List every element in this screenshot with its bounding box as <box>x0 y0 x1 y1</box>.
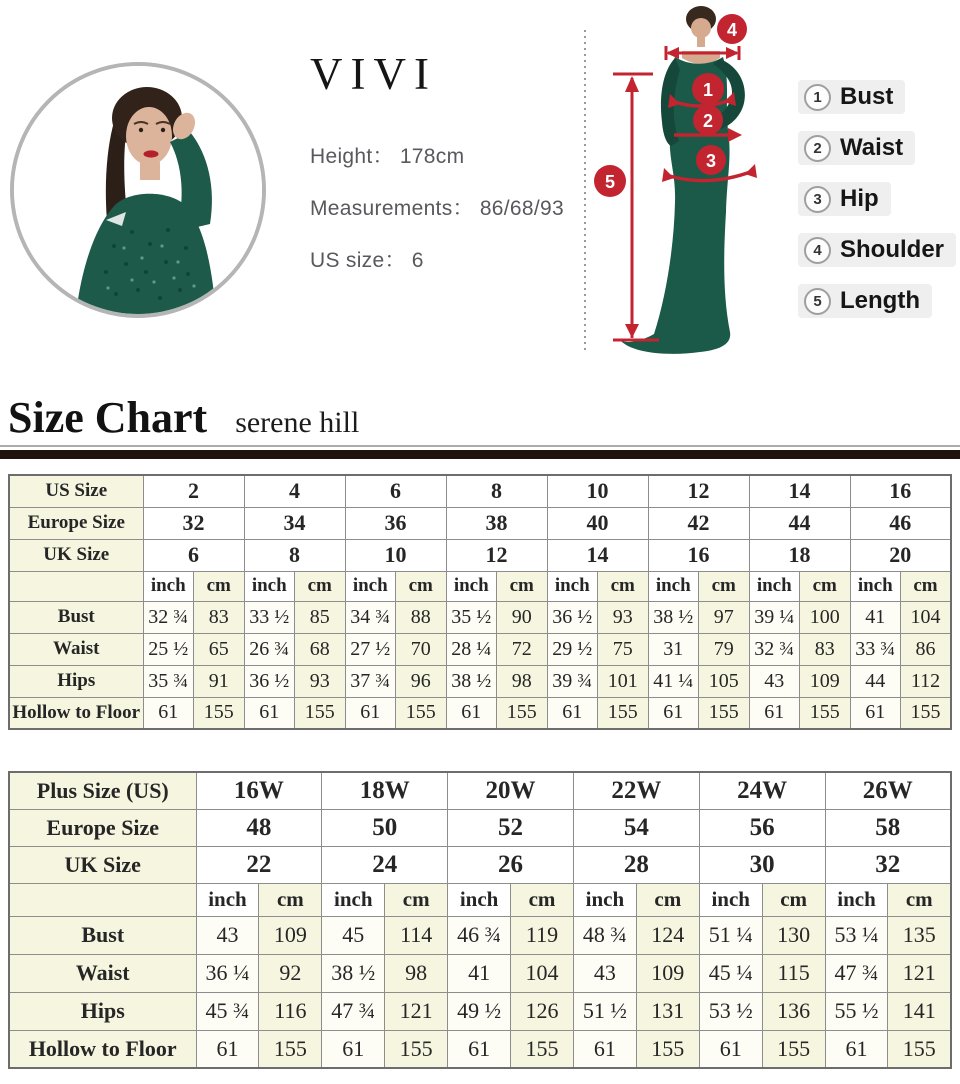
size-chart-title: Size Chart <box>8 393 208 442</box>
inch-value-cell: 51 ¼ <box>699 916 762 954</box>
legend-label: Waist <box>840 134 904 161</box>
size-value-cell: 30 <box>699 846 825 883</box>
measure-row-label: Waist <box>9 633 143 665</box>
unit-cm-cell: cm <box>800 571 851 601</box>
inch-value-cell: 61 <box>573 1030 636 1068</box>
model-illustration <box>14 66 262 314</box>
cm-value-cell: 116 <box>259 992 322 1030</box>
cm-value-cell: 98 <box>385 954 448 992</box>
inch-value-cell: 47 ¾ <box>322 992 385 1030</box>
cm-value-cell: 155 <box>598 697 649 729</box>
size-row-label: Plus Size (US) <box>9 772 196 809</box>
marker-number-waist: 2 <box>702 111 714 131</box>
unit-row-label <box>9 883 196 916</box>
size-value-cell: 58 <box>825 809 951 846</box>
top-section <box>0 0 960 386</box>
size-value-cell: 6 <box>143 539 244 571</box>
cm-value-cell: 109 <box>800 665 851 697</box>
us-size-value: 6 <box>411 249 424 272</box>
legend-item-waist <box>798 131 915 165</box>
size-value-cell: 16W <box>196 772 322 809</box>
unit-cm-cell: cm <box>396 571 447 601</box>
size-chart-heading <box>8 392 960 443</box>
size-value-cell: 20W <box>448 772 574 809</box>
inch-value-cell: 45 ¾ <box>196 992 259 1030</box>
measure-row-label: Hips <box>9 665 143 697</box>
measure-row-label: Hollow to Floor <box>9 697 143 729</box>
cm-value-cell: 155 <box>699 697 750 729</box>
size-value-cell: 46 <box>850 507 951 539</box>
size-value-cell: 24W <box>699 772 825 809</box>
inch-value-cell: 39 ¾ <box>547 665 598 697</box>
inch-value-cell: 47 ¾ <box>825 954 888 992</box>
measure-row-label: Hips <box>9 992 196 1030</box>
unit-inch-cell: inch <box>322 883 385 916</box>
inch-value-cell: 61 <box>345 697 396 729</box>
marker-number-shoulder: 4 <box>726 20 738 40</box>
size-value-cell: 24 <box>322 846 448 883</box>
marker-number-length: 5 <box>604 172 616 192</box>
cm-value-cell: 90 <box>497 601 548 633</box>
cm-value-cell: 105 <box>699 665 750 697</box>
inch-value-cell: 38 ½ <box>322 954 385 992</box>
inch-value-cell: 32 ¾ <box>143 601 194 633</box>
unit-row-label <box>9 571 143 601</box>
cm-value-cell: 93 <box>598 601 649 633</box>
inch-value-cell: 38 ½ <box>648 601 699 633</box>
cm-value-cell: 98 <box>497 665 548 697</box>
inch-value-cell: 45 <box>322 916 385 954</box>
inch-value-cell: 61 <box>699 1030 762 1068</box>
brand-subtitle: serene hill <box>235 406 360 439</box>
inch-value-cell: 61 <box>448 1030 511 1068</box>
cm-value-cell: 97 <box>699 601 750 633</box>
cm-value-cell: 72 <box>497 633 548 665</box>
inch-value-cell: 61 <box>547 697 598 729</box>
inch-value-cell: 61 <box>143 697 194 729</box>
inch-value-cell: 49 ½ <box>448 992 511 1030</box>
size-value-cell: 26 <box>448 846 574 883</box>
size-value-cell: 48 <box>196 809 322 846</box>
cm-value-cell: 155 <box>194 697 245 729</box>
colon: ： <box>372 145 394 168</box>
inch-value-cell: 46 ¾ <box>448 916 511 954</box>
size-value-cell: 26W <box>825 772 951 809</box>
cm-value-cell: 135 <box>888 916 951 954</box>
inch-value-cell: 61 <box>196 1030 259 1068</box>
inch-value-cell: 33 ½ <box>244 601 295 633</box>
unit-inch-cell: inch <box>196 883 259 916</box>
size-value-cell: 18 <box>749 539 850 571</box>
cm-value-cell: 155 <box>800 697 851 729</box>
inch-value-cell: 41 <box>850 601 901 633</box>
standard-size-table <box>8 474 952 730</box>
cm-value-cell: 75 <box>598 633 649 665</box>
cm-value-cell: 119 <box>511 916 574 954</box>
inch-value-cell: 51 ½ <box>573 992 636 1030</box>
inch-value-cell: 53 ¼ <box>825 916 888 954</box>
cm-value-cell: 155 <box>762 1030 825 1068</box>
measure-row-label: Hollow to Floor <box>9 1030 196 1068</box>
unit-inch-cell: inch <box>825 883 888 916</box>
inch-value-cell: 43 <box>573 954 636 992</box>
size-row-label: UK Size <box>9 539 143 571</box>
legend-label: Hip <box>840 185 879 212</box>
height-label: Height <box>310 145 373 168</box>
size-value-cell: 40 <box>547 507 648 539</box>
cm-value-cell: 92 <box>259 954 322 992</box>
measure-row-label: Waist <box>9 954 196 992</box>
inch-value-cell: 33 ¾ <box>850 633 901 665</box>
unit-cm-cell: cm <box>295 571 346 601</box>
cm-value-cell: 101 <box>598 665 649 697</box>
legend-item-hip <box>798 182 891 216</box>
unit-cm-cell: cm <box>194 571 245 601</box>
cm-value-cell: 85 <box>295 601 346 633</box>
cm-value-cell: 130 <box>762 916 825 954</box>
legend-item-length <box>798 284 932 318</box>
size-value-cell: 10 <box>345 539 446 571</box>
cm-value-cell: 88 <box>396 601 447 633</box>
size-value-cell: 22W <box>573 772 699 809</box>
size-value-cell: 2 <box>143 475 244 507</box>
cm-value-cell: 155 <box>396 697 447 729</box>
inch-value-cell: 29 ½ <box>547 633 598 665</box>
unit-inch-cell: inch <box>573 883 636 916</box>
plus-size-table <box>8 771 952 1069</box>
size-value-cell: 56 <box>699 809 825 846</box>
size-value-cell: 50 <box>322 809 448 846</box>
cm-value-cell: 155 <box>636 1030 699 1068</box>
unit-cm-cell: cm <box>636 883 699 916</box>
size-value-cell: 54 <box>573 809 699 846</box>
cm-value-cell: 126 <box>511 992 574 1030</box>
unit-cm-cell: cm <box>888 883 951 916</box>
inch-value-cell: 32 ¾ <box>749 633 800 665</box>
inch-value-cell: 61 <box>850 697 901 729</box>
size-value-cell: 42 <box>648 507 749 539</box>
circled-number-icon: 1 <box>804 84 831 111</box>
unit-cm-cell: cm <box>259 883 322 916</box>
inch-value-cell: 31 <box>648 633 699 665</box>
circled-number-icon: 5 <box>804 288 831 315</box>
cm-value-cell: 109 <box>259 916 322 954</box>
inch-value-cell: 27 ½ <box>345 633 396 665</box>
cm-value-cell: 155 <box>901 697 952 729</box>
size-value-cell: 34 <box>244 507 345 539</box>
inch-value-cell: 28 ¼ <box>446 633 497 665</box>
unit-cm-cell: cm <box>497 571 548 601</box>
unit-inch-cell: inch <box>446 571 497 601</box>
unit-cm-cell: cm <box>762 883 825 916</box>
length-measure-line <box>613 74 659 340</box>
cm-value-cell: 131 <box>636 992 699 1030</box>
inch-value-cell: 48 ¾ <box>573 916 636 954</box>
unit-inch-cell: inch <box>143 571 194 601</box>
inch-value-cell: 41 ¼ <box>648 665 699 697</box>
size-table <box>8 474 952 730</box>
circled-number-icon: 2 <box>804 135 831 162</box>
legend-label: Shoulder <box>840 236 945 263</box>
unit-cm-cell: cm <box>901 571 952 601</box>
inch-value-cell: 36 ¼ <box>196 954 259 992</box>
circled-number-icon: 3 <box>804 186 831 213</box>
inch-value-cell: 61 <box>825 1030 888 1068</box>
cm-value-cell: 93 <box>295 665 346 697</box>
measurement-legend <box>798 80 956 335</box>
size-row-label: UK Size <box>9 846 196 883</box>
inch-value-cell: 43 <box>196 916 259 954</box>
legend-item-bust <box>798 80 905 114</box>
size-value-cell: 8 <box>244 539 345 571</box>
cm-value-cell: 136 <box>762 992 825 1030</box>
cm-value-cell: 100 <box>800 601 851 633</box>
cm-value-cell: 121 <box>385 992 448 1030</box>
height-value: 178cm <box>399 145 465 168</box>
colon: ： <box>452 197 474 220</box>
measure-row-label: Bust <box>9 601 143 633</box>
cm-value-cell: 155 <box>888 1030 951 1068</box>
model-height-row <box>310 140 564 170</box>
model-us-size-row <box>310 244 564 274</box>
cm-value-cell: 70 <box>396 633 447 665</box>
model-photo <box>10 62 266 318</box>
unit-cm-cell: cm <box>598 571 649 601</box>
size-value-cell: 28 <box>573 846 699 883</box>
unit-inch-cell: inch <box>648 571 699 601</box>
inch-value-cell: 34 ¾ <box>345 601 396 633</box>
size-value-cell: 22 <box>196 846 322 883</box>
size-value-cell: 6 <box>345 475 446 507</box>
cm-value-cell: 141 <box>888 992 951 1030</box>
size-row-label: Europe Size <box>9 507 143 539</box>
model-info <box>310 48 564 274</box>
size-value-cell: 14 <box>547 539 648 571</box>
inch-value-cell: 61 <box>322 1030 385 1068</box>
cm-value-cell: 96 <box>396 665 447 697</box>
legend-label: Length <box>840 287 920 314</box>
measurements-label: Measurements <box>310 197 453 220</box>
size-value-cell: 12 <box>648 475 749 507</box>
cm-value-cell: 115 <box>762 954 825 992</box>
inch-value-cell: 41 <box>448 954 511 992</box>
cm-value-cell: 65 <box>194 633 245 665</box>
size-row-label: US Size <box>9 475 143 507</box>
cm-value-cell: 83 <box>800 633 851 665</box>
marker-number-bust: 1 <box>702 80 714 100</box>
inch-value-cell: 39 ¼ <box>749 601 800 633</box>
inch-value-cell: 43 <box>749 665 800 697</box>
inch-value-cell: 61 <box>446 697 497 729</box>
colon: ： <box>384 249 406 272</box>
inch-value-cell: 44 <box>850 665 901 697</box>
inch-value-cell: 38 ½ <box>446 665 497 697</box>
unit-cm-cell: cm <box>385 883 448 916</box>
unit-inch-cell: inch <box>448 883 511 916</box>
size-value-cell: 16 <box>850 475 951 507</box>
brand-title: VIVI <box>310 49 437 99</box>
size-value-cell: 32 <box>825 846 951 883</box>
cm-value-cell: 104 <box>511 954 574 992</box>
unit-inch-cell: inch <box>244 571 295 601</box>
measurements-value: 86/68/93 <box>479 197 564 220</box>
cm-value-cell: 83 <box>194 601 245 633</box>
size-value-cell: 4 <box>244 475 345 507</box>
marker-number-hip: 3 <box>705 151 717 171</box>
size-value-cell: 52 <box>448 809 574 846</box>
cm-value-cell: 124 <box>636 916 699 954</box>
cm-value-cell: 104 <box>901 601 952 633</box>
cm-value-cell: 155 <box>295 697 346 729</box>
cm-value-cell: 112 <box>901 665 952 697</box>
us-size-label: US size <box>310 249 385 272</box>
model-measurements-row <box>310 192 564 222</box>
size-value-cell: 16 <box>648 539 749 571</box>
legend-item-shoulder <box>798 233 956 267</box>
cm-value-cell: 109 <box>636 954 699 992</box>
size-value-cell: 14 <box>749 475 850 507</box>
divider-line <box>0 445 960 447</box>
size-value-cell: 20 <box>850 539 951 571</box>
inch-value-cell: 35 ¾ <box>143 665 194 697</box>
size-value-cell: 32 <box>143 507 244 539</box>
size-value-cell: 12 <box>446 539 547 571</box>
size-table <box>8 771 952 1069</box>
inch-value-cell: 61 <box>749 697 800 729</box>
cm-value-cell: 155 <box>497 697 548 729</box>
inch-value-cell: 53 ½ <box>699 992 762 1030</box>
unit-inch-cell: inch <box>345 571 396 601</box>
size-value-cell: 8 <box>446 475 547 507</box>
size-value-cell: 36 <box>345 507 446 539</box>
inch-value-cell: 35 ½ <box>446 601 497 633</box>
cm-value-cell: 121 <box>888 954 951 992</box>
dress-figure <box>562 2 802 362</box>
circled-number-icon: 4 <box>804 237 831 264</box>
dress-measurement-diagram <box>562 2 802 362</box>
inch-value-cell: 36 ½ <box>547 601 598 633</box>
cm-value-cell: 86 <box>901 633 952 665</box>
cm-value-cell: 155 <box>259 1030 322 1068</box>
inch-value-cell: 36 ½ <box>244 665 295 697</box>
divider-bar <box>0 450 960 459</box>
inch-value-cell: 45 ¼ <box>699 954 762 992</box>
cm-value-cell: 68 <box>295 633 346 665</box>
unit-cm-cell: cm <box>511 883 574 916</box>
cm-value-cell: 91 <box>194 665 245 697</box>
size-value-cell: 10 <box>547 475 648 507</box>
size-row-label: Europe Size <box>9 809 196 846</box>
size-value-cell: 38 <box>446 507 547 539</box>
size-value-cell: 44 <box>749 507 850 539</box>
cm-value-cell: 155 <box>385 1030 448 1068</box>
unit-inch-cell: inch <box>850 571 901 601</box>
measure-row-label: Bust <box>9 916 196 954</box>
inch-value-cell: 55 ½ <box>825 992 888 1030</box>
unit-inch-cell: inch <box>547 571 598 601</box>
cm-value-cell: 79 <box>699 633 750 665</box>
inch-value-cell: 37 ¾ <box>345 665 396 697</box>
unit-inch-cell: inch <box>699 883 762 916</box>
legend-label: Bust <box>840 83 894 110</box>
unit-cm-cell: cm <box>699 571 750 601</box>
size-value-cell: 18W <box>322 772 448 809</box>
inch-value-cell: 25 ½ <box>143 633 194 665</box>
cm-value-cell: 114 <box>385 916 448 954</box>
inch-value-cell: 61 <box>244 697 295 729</box>
unit-inch-cell: inch <box>749 571 800 601</box>
cm-value-cell: 155 <box>511 1030 574 1068</box>
inch-value-cell: 61 <box>648 697 699 729</box>
inch-value-cell: 26 ¾ <box>244 633 295 665</box>
